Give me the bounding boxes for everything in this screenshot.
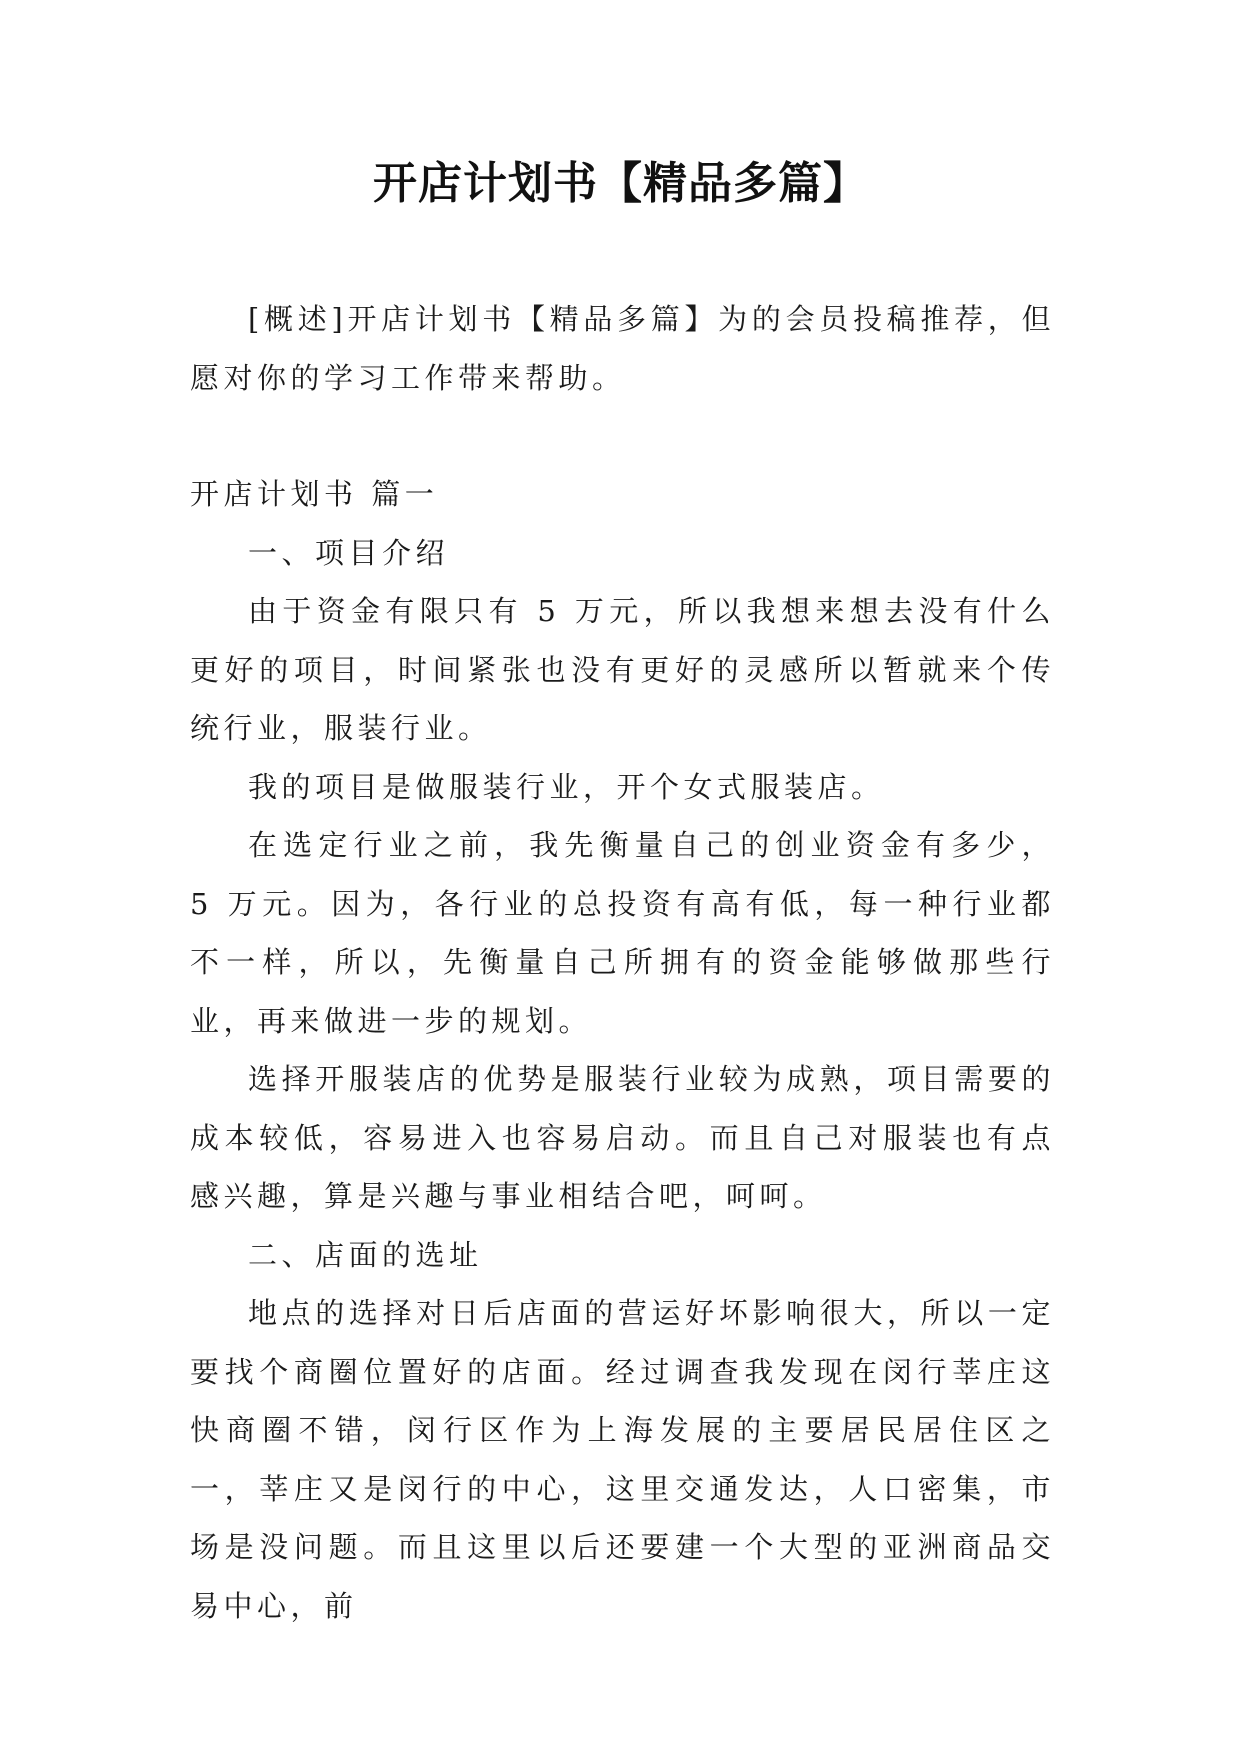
section-title: 开店计划书 篇一 (190, 477, 439, 511)
heading-store-location: 二、店面的选址 (248, 1237, 483, 1272)
heading-project-intro: 一、项目介绍 (248, 535, 450, 570)
body-paragraph: 我的项目是做服装行业，开个女式服装店。 (248, 769, 885, 804)
body-paragraph: 由于资金有限只有 5 万元，所以我想来想去没有什么更好的项目，时间紧张也没有更好的灵感所以暂就来个传统行业，服装行业。 (190, 594, 1055, 745)
body-paragraph: 地点的选择对日后店面的营运好坏影响很大，所以一定要找个商圈位置好的店面。经过调查我发现在闵行莘庄这快商圈不错，闵行区作为上海发展的主要居民居住区之一，莘庄又是闵行的中心，这里交通发达，人口密集，市场是没问题。而且这里以后还要建一个大型的亚洲商品交易中心，前 (190, 1296, 1055, 1623)
body-paragraph: 选择开服装店的优势是服装行业较为成熟，项目需要的成本较低，容易进入也容易启动。而且自己对服装也有点感兴趣，算是兴趣与事业相结合吧，呵呵。 (190, 1062, 1055, 1213)
paragraph-gap (190, 407, 1055, 465)
summary-paragraph: [概述]开店计划书【精品多篇】为的会员投稿推荐，但愿对你的学习工作带来帮助。 (190, 302, 1055, 395)
body-paragraph: 在选定行业之前，我先衡量自己的创业资金有多少， 5 万元。因为，各行业的总投资有高有低，每一种行业都不一样，所以，先衡量自己所拥有的资金能够做那些行业，再来做进一步的规划。 (190, 828, 1055, 1038)
document-title: 开店计划书【精品多篇】 (373, 158, 868, 209)
document-body (190, 290, 1055, 1635)
